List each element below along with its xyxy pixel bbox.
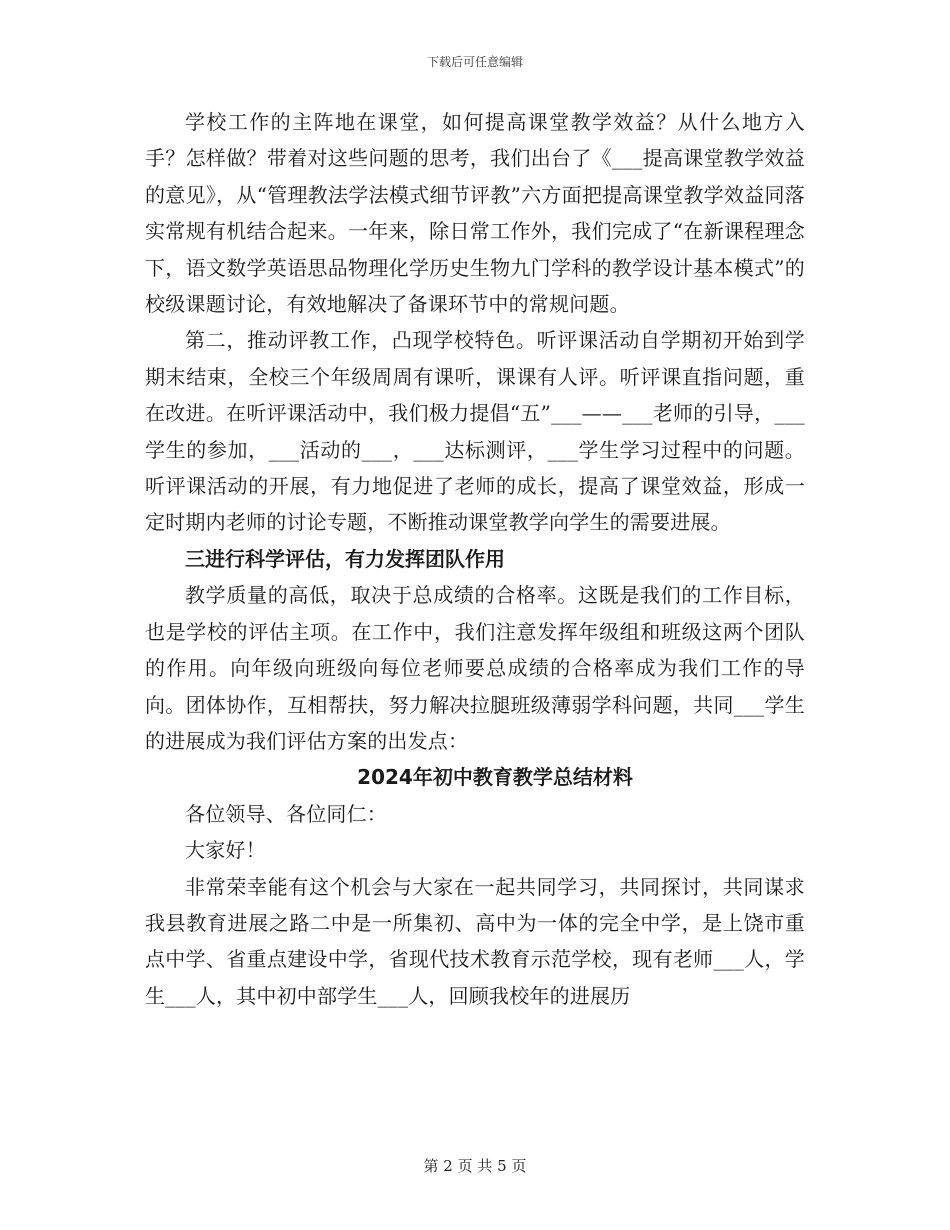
document-body [145,104,805,1014]
paragraph-lesson-evaluation: 第二，推动评教工作，凸现学校特色。听评课活动自学期初开始到学期末结束，全校三个年级周周有课听，课课有人评。听评课直指问题，重在改进。在听评课活动中，我们极力提倡“五”___——___老师的引导，___学生的参加，___活动的___，___达标测评，___学生学习过程中的问题。听评课活动的开展，有力地促进了老师的成长，提高了课堂效益，形成一定时期内老师的讨论专题，不断推动课堂教学向学生的需要进展。 [145,328,805,535]
greeting: 大家好！ [185,838,266,863]
document-title: 2024年初中教育教学总结材料 [357,765,633,790]
paragraph-team-evaluation: 教学质量的高低，取决于总成绩的合格率。这既是我们的工作目标，也是学校的评估主项。在工作中，我们注意发挥年级组和班级这两个团队的作用。向年级向班级向每位老师要总成绩的合格率成为我们工作的导向。团体协作，互相帮扶，努力解决拉腿班级薄弱学科问题，共同___学生的进展成为我们评估方案的出发点： [145,583,805,753]
paragraph-classroom-efficiency: 学校工作的主阵地在课堂，如何提高课堂教学效益？从什么地方入手？怎样做？带着对这些问题的思考，我们出台了《___提高课堂教学效益的意见》，从“管理教法学法模式细节评教”六方面把提高课堂教学效益同落实常规有机结合起来。一年来，除日常工作外，我们完成了“在新课程理念下，语文数学英语思品物理化学历史生物九门学科的教学设计基本模式”的校级课题讨论，有效地解决了备课环节中的常规问题。 [145,110,805,317]
salutation: 各位领导、各位同仁： [185,801,387,826]
page-number-footer: 第 2 页 共 5 页 [423,1157,527,1175]
page-header-note: 下载后可任意编辑 [426,55,523,69]
section-heading: 三进行科学评估，有力发挥团队作用 [185,546,505,571]
paragraph-school-intro: 非常荣幸能有这个机会与大家在一起共同学习，共同探讨，共同谋求我县教育进展之路二中是一所集初、高中为一体的完全中学，是上饶市重点中学、省重点建设中学，省现代技术教育示范学校，现有老师___人，学生___人，其中初中部学生___人，回顾我校年的进展历 [145,874,805,1008]
